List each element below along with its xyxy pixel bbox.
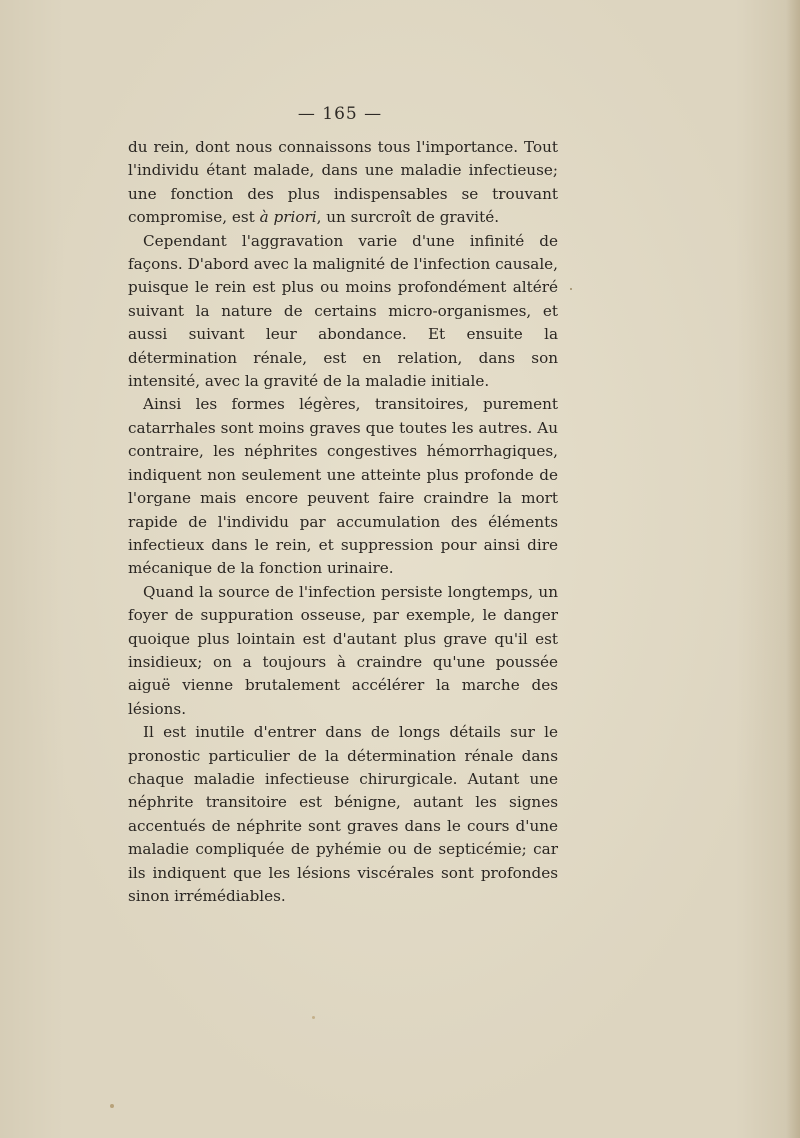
paragraph-2: Cependant l'aggravation varie d'une infinité de façons. D'abord avec la malignité de l'infection causale, puisque le rein est plus ou moins profondément altéré suivant la nature de certains micro-organismes, et aussi suivant leur abondance. Et ensuite la détermination rénale, est en relation, dans son intensité, avec la gravité de la maladie initiale.: [128, 231, 558, 391]
page-edge-shadow: [786, 0, 800, 1138]
paragraph-3: Ainsi les formes légères, transitoires, purement catarrhales sont moins graves que toutes les autres. Au contraire, les néphrites congestives hémorrhagiques, indiquent non seulement une atteinte plus profonde de l'organe mais encore peuvent faire craindre la mort rapide de l'individu par accumulation des éléments infectieux dans le rein, et suppression pour ainsi dire mécanique de la fonction urinaire.: [128, 395, 558, 578]
paragraph-1: [128, 136, 558, 230]
paper-speck: [312, 1016, 315, 1019]
paragraph-1-text-end: , un surcroît de gravité.: [316, 208, 500, 227]
page-number: — 165 —: [297, 104, 383, 124]
paragraph-4: Quand la source de l'infection persiste longtemps, un foyer de suppuration osseuse, par exemple, le danger quoique plus lointain est d'autant plus grave qu'il est insidieux; on a toujours à craindre qu'une poussée aiguë vienne brutalement accélérer la marche des lésions.: [128, 582, 558, 718]
paper-speck: [570, 288, 572, 290]
paper-speck: [110, 1104, 114, 1108]
body-text: [128, 136, 558, 908]
paragraph-5: Il est inutile d'entrer dans de longs détails sur le pronostic particulier de la détermination rénale dans chaque maladie infectieuse chirurgicale. Autant une néphrite transitoire est bénigne, autant les signes accentués de néphrite sont graves dans le cours d'une maladie compliquée de pyhémie ou de septicémie; car ils indiquent que les lésions viscérales sont profondes sinon irrémédiables.: [128, 723, 558, 905]
paragraph-1-text: du rein, dont nous connaissons tous l'importance. Tout l'individu étant malade, dans une maladie infectieuse; une fonction des plus indispensables se trouvant compromise, est: [128, 138, 558, 227]
paragraph-1-italic: à priori: [259, 208, 317, 227]
